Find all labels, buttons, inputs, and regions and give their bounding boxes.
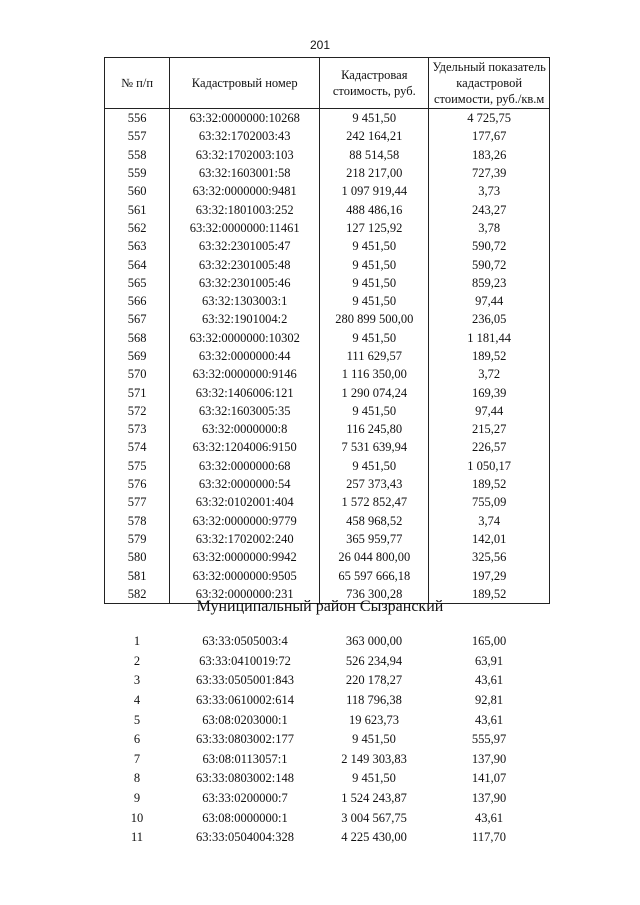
cadastral-number: 63:32:1801003:252 bbox=[170, 200, 320, 218]
cadastral-number: 63:33:0803002:148 bbox=[196, 771, 294, 786]
specific-cost: 215,27 bbox=[429, 420, 550, 438]
specific-cost: 189,52 bbox=[429, 475, 550, 493]
cadastral-number: 63:32:0000000:54 bbox=[170, 475, 320, 493]
cadastral-cost: 1 097 919,44 bbox=[320, 182, 429, 200]
row-num: 564 bbox=[105, 255, 170, 273]
row-num: 579 bbox=[105, 530, 170, 548]
row-num: 570 bbox=[105, 365, 170, 383]
cadastral-number: 63:32:0000000:44 bbox=[170, 347, 320, 365]
cadastral-number: 63:32:2301005:46 bbox=[170, 274, 320, 292]
row-num: 8 bbox=[133, 771, 141, 786]
cadastral-cost: 9 451,50 bbox=[320, 402, 429, 420]
table-row bbox=[105, 109, 550, 128]
row-num: 10 bbox=[130, 810, 144, 825]
cadastral-cost: 242 164,21 bbox=[320, 127, 429, 145]
cadastral-number: 63:32:1406006:121 bbox=[170, 383, 320, 401]
header-cadastral-number: Кадастровый номер bbox=[170, 58, 320, 109]
cadastral-number: 63:32:0000000:9505 bbox=[170, 566, 320, 584]
cadastral-table bbox=[104, 57, 550, 604]
specific-cost: 169,39 bbox=[429, 383, 550, 401]
specific-cost: 555,97 bbox=[471, 732, 507, 747]
row-num: 7 bbox=[133, 751, 141, 766]
table-row bbox=[105, 493, 550, 511]
table-row bbox=[105, 127, 550, 145]
cadastral-number: 63:33:0200000:7 bbox=[202, 791, 288, 806]
specific-cost: 142,01 bbox=[429, 530, 550, 548]
cadastral-number: 63:32:0000000:9146 bbox=[170, 365, 320, 383]
row-num: 573 bbox=[105, 420, 170, 438]
cadastral-cost: 9 451,50 bbox=[352, 771, 396, 786]
cadastral-number: 63:32:0000000:9779 bbox=[170, 512, 320, 530]
row-num: 561 bbox=[105, 200, 170, 218]
table-row bbox=[105, 530, 550, 548]
cadastral-number: 63:32:1603005:35 bbox=[170, 402, 320, 420]
row-num: 11 bbox=[130, 830, 144, 845]
cadastral-number: 63:32:0000000:9481 bbox=[170, 182, 320, 200]
row-num: 567 bbox=[105, 310, 170, 328]
cadastral-number: 63:33:0505001:843 bbox=[196, 673, 294, 688]
table-row bbox=[104, 769, 550, 789]
specific-cost: 141,07 bbox=[471, 771, 507, 786]
table-row bbox=[104, 808, 550, 828]
table-row bbox=[105, 420, 550, 438]
row-num: 560 bbox=[105, 182, 170, 200]
row-num: 581 bbox=[105, 566, 170, 584]
cadastral-number: 63:33:0610002:614 bbox=[196, 693, 294, 708]
cadastral-number: 63:33:0505003:4 bbox=[202, 634, 288, 649]
cadastral-number: 63:08:0000000:1 bbox=[202, 810, 288, 825]
table-row bbox=[105, 237, 550, 255]
row-num: 5 bbox=[133, 712, 141, 727]
section-table-body bbox=[104, 632, 550, 848]
table-row bbox=[104, 691, 550, 711]
row-num: 562 bbox=[105, 219, 170, 237]
specific-cost: 1 181,44 bbox=[429, 329, 550, 347]
row-num: 558 bbox=[105, 146, 170, 164]
cadastral-cost: 3 004 567,75 bbox=[341, 810, 407, 825]
table-row bbox=[105, 292, 550, 310]
table-row bbox=[105, 310, 550, 328]
cadastral-number: 63:32:0000000:8 bbox=[170, 420, 320, 438]
table-row bbox=[105, 365, 550, 383]
cadastral-cost: 1 116 350,00 bbox=[320, 365, 429, 383]
row-num: 576 bbox=[105, 475, 170, 493]
cadastral-cost: 9 451,50 bbox=[320, 329, 429, 347]
table-row bbox=[105, 402, 550, 420]
specific-cost: 3,74 bbox=[429, 512, 550, 530]
table-row bbox=[105, 383, 550, 401]
specific-cost: 137,90 bbox=[471, 751, 507, 766]
specific-cost: 3,72 bbox=[429, 365, 550, 383]
cadastral-cost: 363 000,00 bbox=[345, 634, 403, 649]
row-num: 559 bbox=[105, 164, 170, 182]
row-num: 2 bbox=[133, 653, 141, 668]
table-row bbox=[105, 182, 550, 200]
specific-cost: 43,61 bbox=[474, 673, 504, 688]
table-row bbox=[105, 200, 550, 218]
table-row bbox=[105, 329, 550, 347]
cadastral-cost: 118 796,38 bbox=[346, 693, 402, 708]
table-row bbox=[105, 566, 550, 584]
table-header-row bbox=[105, 58, 550, 109]
header-specific-cost: Удельный показатель кадастровой стоимости, руб./кв.м bbox=[429, 58, 550, 109]
specific-cost: 92,81 bbox=[474, 693, 504, 708]
table-row bbox=[105, 438, 550, 456]
specific-cost: 43,61 bbox=[474, 810, 504, 825]
cadastral-cost: 526 234,94 bbox=[345, 653, 403, 668]
specific-cost: 63,91 bbox=[474, 653, 504, 668]
cadastral-number: 63:32:0000000:11461 bbox=[170, 219, 320, 237]
cadastral-cost: 220 178,27 bbox=[345, 673, 403, 688]
cadastral-number: 63:33:0410019:72 bbox=[199, 653, 291, 668]
cadastral-cost: 111 629,57 bbox=[320, 347, 429, 365]
cadastral-cost: 736 300,28 bbox=[320, 585, 429, 604]
table-row bbox=[104, 632, 550, 652]
cadastral-number: 63:33:0504004:328 bbox=[196, 830, 294, 845]
row-num: 572 bbox=[105, 402, 170, 420]
table-row bbox=[104, 828, 550, 848]
row-num: 9 bbox=[133, 791, 141, 806]
table-row bbox=[105, 274, 550, 292]
page-number: 201 bbox=[309, 38, 331, 52]
row-num: 575 bbox=[105, 457, 170, 475]
cadastral-cost: 88 514,58 bbox=[320, 146, 429, 164]
specific-cost: 183,26 bbox=[429, 146, 550, 164]
row-num: 578 bbox=[105, 512, 170, 530]
cadastral-cost: 1 572 852,47 bbox=[320, 493, 429, 511]
cadastral-cost: 458 968,52 bbox=[320, 512, 429, 530]
cadastral-number: 63:08:0203000:1 bbox=[202, 712, 288, 727]
section-table bbox=[104, 632, 550, 848]
table-row bbox=[104, 671, 550, 691]
specific-cost: 1 050,17 bbox=[429, 457, 550, 475]
table-row bbox=[104, 750, 550, 770]
specific-cost: 325,56 bbox=[429, 548, 550, 566]
cadastral-number: 63:32:1303003:1 bbox=[170, 292, 320, 310]
specific-cost: 197,29 bbox=[429, 566, 550, 584]
table-row bbox=[105, 548, 550, 566]
row-num: 6 bbox=[133, 732, 141, 747]
specific-cost: 859,23 bbox=[429, 274, 550, 292]
cadastral-cost: 2 149 303,83 bbox=[341, 751, 407, 766]
row-num: 565 bbox=[105, 274, 170, 292]
table-row bbox=[105, 255, 550, 273]
specific-cost: 755,09 bbox=[429, 493, 550, 511]
row-num: 574 bbox=[105, 438, 170, 456]
cadastral-number: 63:32:1702002:240 bbox=[170, 530, 320, 548]
specific-cost: 137,90 bbox=[471, 791, 507, 806]
cadastral-number: 63:32:1603001:58 bbox=[170, 164, 320, 182]
table-row bbox=[105, 219, 550, 237]
row-num: 577 bbox=[105, 493, 170, 511]
specific-cost: 189,52 bbox=[429, 347, 550, 365]
table-row bbox=[105, 457, 550, 475]
cadastral-cost: 116 245,80 bbox=[320, 420, 429, 438]
specific-cost: 177,67 bbox=[429, 127, 550, 145]
row-num: 1 bbox=[133, 634, 141, 649]
cadastral-number: 63:32:1901004:2 bbox=[170, 310, 320, 328]
cadastral-number: 63:33:0803002:177 bbox=[196, 732, 294, 747]
row-num: 556 bbox=[105, 109, 170, 128]
table-row bbox=[105, 512, 550, 530]
cadastral-number: 63:32:0000000:9942 bbox=[170, 548, 320, 566]
header-num: № п/п bbox=[105, 58, 170, 109]
specific-cost: 3,73 bbox=[429, 182, 550, 200]
specific-cost: 590,72 bbox=[429, 237, 550, 255]
cadastral-number: 63:32:1204006:9150 bbox=[170, 438, 320, 456]
cadastral-cost: 9 451,50 bbox=[352, 732, 396, 747]
cadastral-number: 63:32:2301005:48 bbox=[170, 255, 320, 273]
cadastral-cost: 26 044 800,00 bbox=[320, 548, 429, 566]
cadastral-cost: 65 597 666,18 bbox=[320, 566, 429, 584]
row-num: 582 bbox=[105, 585, 170, 604]
table-row bbox=[105, 146, 550, 164]
specific-cost: 727,39 bbox=[429, 164, 550, 182]
table-row bbox=[104, 652, 550, 672]
specific-cost: 117,70 bbox=[472, 830, 506, 845]
specific-cost: 97,44 bbox=[429, 292, 550, 310]
row-num: 3 bbox=[133, 673, 141, 688]
cadastral-number: 63:32:2301005:47 bbox=[170, 237, 320, 255]
cadastral-cost: 7 531 639,94 bbox=[320, 438, 429, 456]
row-num: 580 bbox=[105, 548, 170, 566]
cadastral-cost: 218 217,00 bbox=[320, 164, 429, 182]
table-row bbox=[104, 789, 550, 809]
table-row bbox=[105, 347, 550, 365]
table-row bbox=[104, 730, 550, 750]
table-row bbox=[105, 164, 550, 182]
specific-cost: 97,44 bbox=[429, 402, 550, 420]
specific-cost: 43,61 bbox=[474, 712, 504, 727]
cadastral-cost: 257 373,43 bbox=[320, 475, 429, 493]
cadastral-cost: 1 524 243,87 bbox=[341, 791, 407, 806]
cadastral-cost: 19 623,73 bbox=[349, 712, 399, 727]
cadastral-cost: 9 451,50 bbox=[320, 109, 429, 128]
cadastral-cost: 9 451,50 bbox=[320, 255, 429, 273]
section-title: Муниципальный район Сызранский bbox=[196, 598, 444, 615]
row-num: 566 bbox=[105, 292, 170, 310]
cadastral-number: 63:32:0000000:231 bbox=[170, 585, 320, 604]
cadastral-cost: 4 225 430,00 bbox=[341, 830, 407, 845]
row-num: 557 bbox=[105, 127, 170, 145]
specific-cost: 3,78 bbox=[429, 219, 550, 237]
cadastral-number: 63:32:0000000:10302 bbox=[170, 329, 320, 347]
cadastral-number: 63:08:0113057:1 bbox=[202, 751, 288, 766]
cadastral-cost: 1 290 074,24 bbox=[320, 383, 429, 401]
table-row bbox=[104, 710, 550, 730]
row-num: 563 bbox=[105, 237, 170, 255]
cadastral-cost: 9 451,50 bbox=[320, 274, 429, 292]
row-num: 4 bbox=[133, 693, 141, 708]
specific-cost: 236,05 bbox=[429, 310, 550, 328]
cadastral-number: 63:32:0000000:68 bbox=[170, 457, 320, 475]
cadastral-cost: 127 125,92 bbox=[320, 219, 429, 237]
table-row bbox=[105, 475, 550, 493]
cadastral-number: 63:32:1702003:43 bbox=[170, 127, 320, 145]
cadastral-cost: 280 899 500,00 bbox=[320, 310, 429, 328]
row-num: 568 bbox=[105, 329, 170, 347]
cadastral-cost: 9 451,50 bbox=[320, 237, 429, 255]
cadastral-cost: 488 486,16 bbox=[320, 200, 429, 218]
row-num: 571 bbox=[105, 383, 170, 401]
cadastral-number: 63:32:0102001:404 bbox=[170, 493, 320, 511]
specific-cost: 4 725,75 bbox=[429, 109, 550, 128]
row-num: 569 bbox=[105, 347, 170, 365]
specific-cost: 226,57 bbox=[429, 438, 550, 456]
specific-cost: 243,27 bbox=[429, 200, 550, 218]
specific-cost: 189,52 bbox=[429, 585, 550, 604]
table-body bbox=[105, 109, 550, 604]
header-cadastral-cost: Кадастровая стоимость, руб. bbox=[320, 58, 429, 109]
cadastral-number: 63:32:1702003:103 bbox=[170, 146, 320, 164]
specific-cost: 590,72 bbox=[429, 255, 550, 273]
cadastral-cost: 9 451,50 bbox=[320, 292, 429, 310]
cadastral-cost: 365 959,77 bbox=[320, 530, 429, 548]
cadastral-cost: 9 451,50 bbox=[320, 457, 429, 475]
specific-cost: 165,00 bbox=[471, 634, 507, 649]
cadastral-number: 63:32:0000000:10268 bbox=[170, 109, 320, 128]
